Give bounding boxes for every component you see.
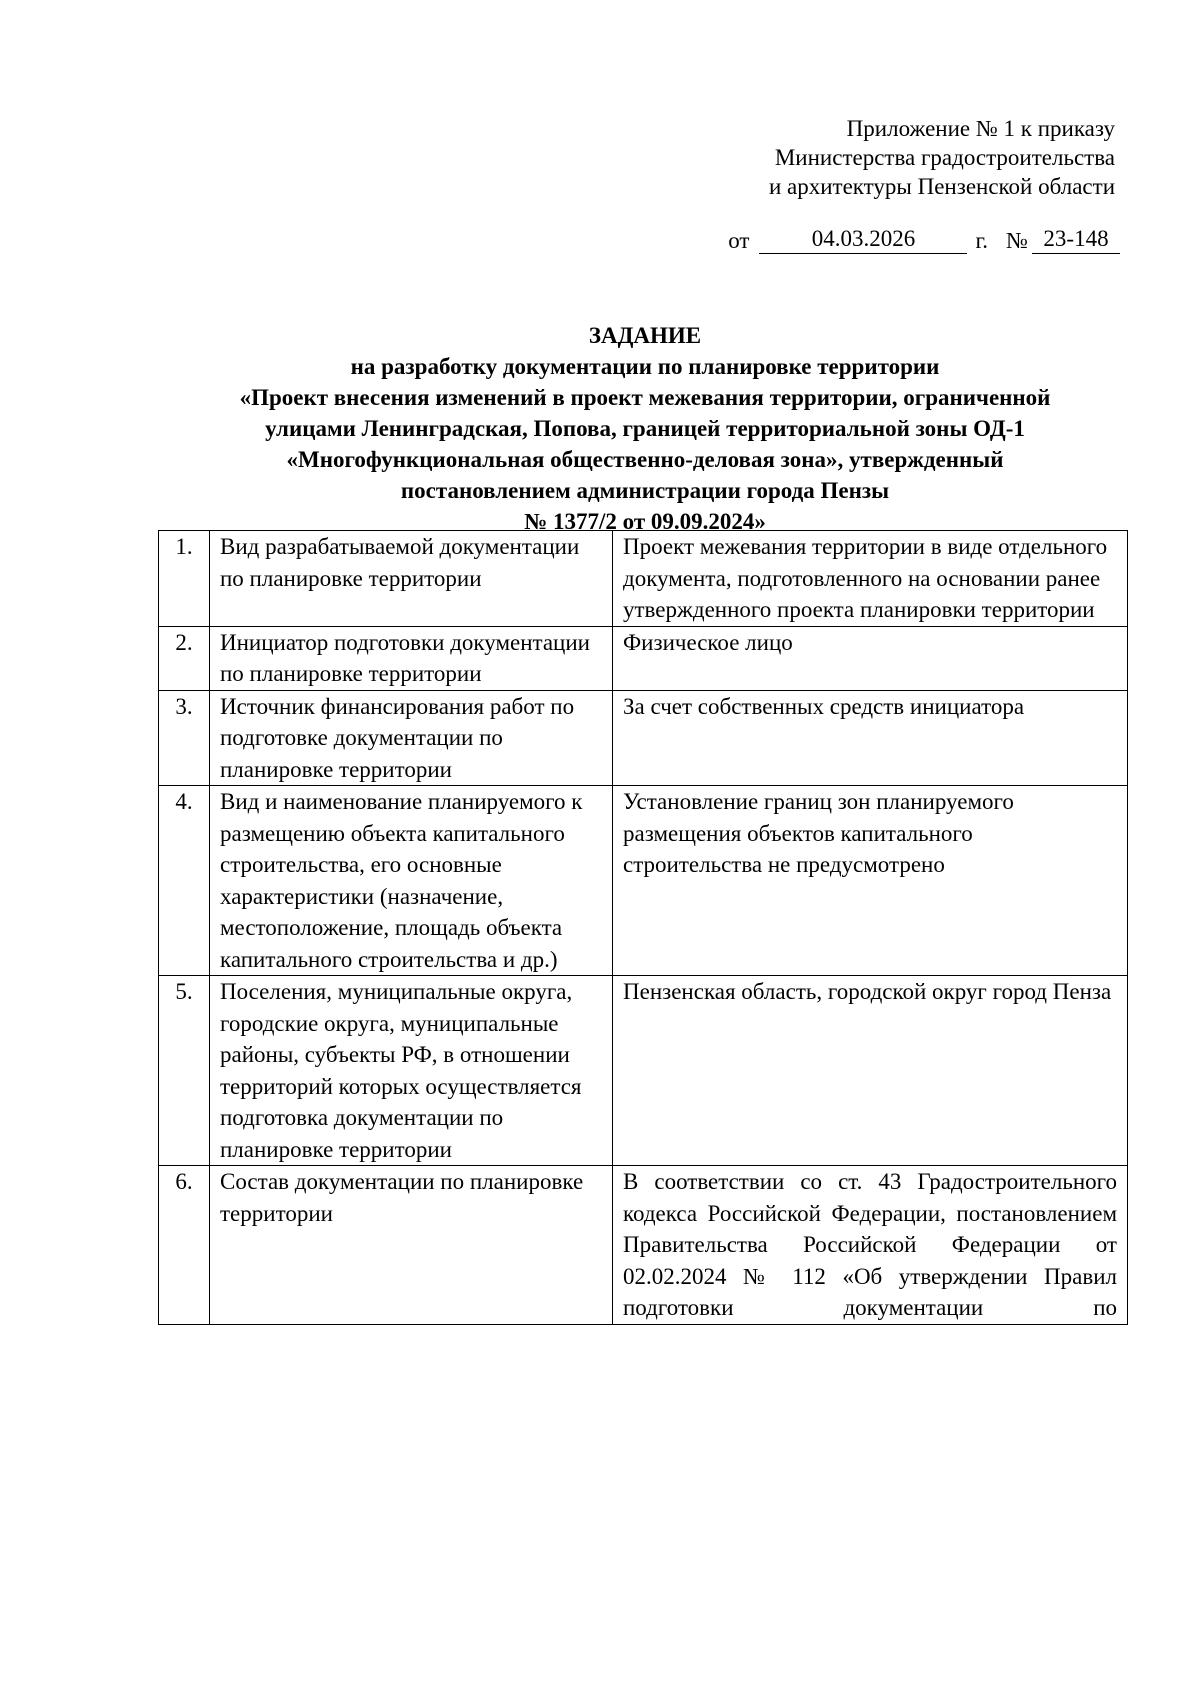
row-value: Проект межевания территории в виде отдельного документа, подготовленного на основании ранее утвержденного проекта планировки территории bbox=[613, 531, 1128, 627]
table-row bbox=[159, 786, 1128, 976]
appendix-line-1: Приложение № 1 к приказу bbox=[846, 116, 1115, 141]
document-title bbox=[120, 320, 1170, 537]
row-value: В соответствии со ст. 43 Градостроительного кодекса Российской Федерации, постановлением Правительства Российской Федерации от 02.02.2024 № 112 «Об утверждении Правил подготовки документации по bbox=[613, 1166, 1128, 1325]
order-number-sign: № bbox=[1006, 228, 1028, 253]
title-heading: ЗАДАНИЕ bbox=[588, 323, 702, 348]
title-line-3: улицами Ленинградская, Попова, границей территориальной зоны ОД-1 bbox=[265, 416, 1025, 441]
row-number: 5. bbox=[159, 976, 210, 1166]
table-row bbox=[159, 1166, 1128, 1325]
order-date-number bbox=[728, 226, 1120, 254]
title-line-2: «Проект внесения изменений в проект межевания территории, ограниченной bbox=[239, 385, 1051, 410]
row-value: Физическое лицо bbox=[613, 626, 1128, 690]
appendix-line-3: и архитектуры Пензенской области bbox=[768, 174, 1115, 199]
row-label: Поселения, муниципальные округа, городские округа, муниципальные районы, субъекты РФ, в отношении территорий которых осуществляется подготовка документации по планировке территории bbox=[210, 976, 613, 1166]
order-number: 23-148 bbox=[1032, 226, 1120, 254]
table-row bbox=[159, 690, 1128, 786]
row-number: 2. bbox=[159, 626, 210, 690]
title-line-1: на разработку документации по планировке территории bbox=[350, 354, 940, 379]
appendix-line-2: Министерства градостроительства bbox=[774, 145, 1115, 170]
row-number: 4. bbox=[159, 786, 210, 976]
row-label: Инициатор подготовки документации по планировке территории bbox=[210, 626, 613, 690]
row-value: За счет собственных средств инициатора bbox=[613, 690, 1128, 786]
row-label: Состав документации по планировке территории bbox=[210, 1166, 613, 1325]
row-number: 3. bbox=[159, 690, 210, 786]
order-date: 04.03.2026 bbox=[759, 226, 967, 254]
row-number: 6. bbox=[159, 1166, 210, 1325]
table-row bbox=[159, 976, 1128, 1166]
order-from-label: от bbox=[728, 228, 750, 253]
title-line-4: «Многофункциональная общественно-деловая зона», утвержденный bbox=[286, 447, 1004, 472]
table-row bbox=[159, 626, 1128, 690]
order-year-abbr: г. bbox=[975, 228, 989, 253]
table-row bbox=[159, 531, 1128, 627]
title-line-5: постановлением администрации города Пензы bbox=[400, 478, 890, 503]
row-label: Вид разрабатываемой документации по планировке территории bbox=[210, 531, 613, 627]
task-table bbox=[158, 530, 1128, 1325]
row-value: Пензенская область, городской округ город Пенза bbox=[613, 976, 1128, 1166]
row-value: Установление границ зон планируемого размещения объектов капитального строительства не предусмотрено bbox=[613, 786, 1128, 976]
row-label: Источник финансирования работ по подготовке документации по планировке территории bbox=[210, 690, 613, 786]
appendix-header bbox=[769, 114, 1115, 201]
title-line-6: № 1377/2 от 09.09.2024» bbox=[524, 509, 766, 534]
row-number: 1. bbox=[159, 531, 210, 627]
row-label: Вид и наименование планируемого к размещению объекта капитального строительства, его основные характеристики (назначение, местоположение, площадь объекта капитального строительства и др.) bbox=[210, 786, 613, 976]
